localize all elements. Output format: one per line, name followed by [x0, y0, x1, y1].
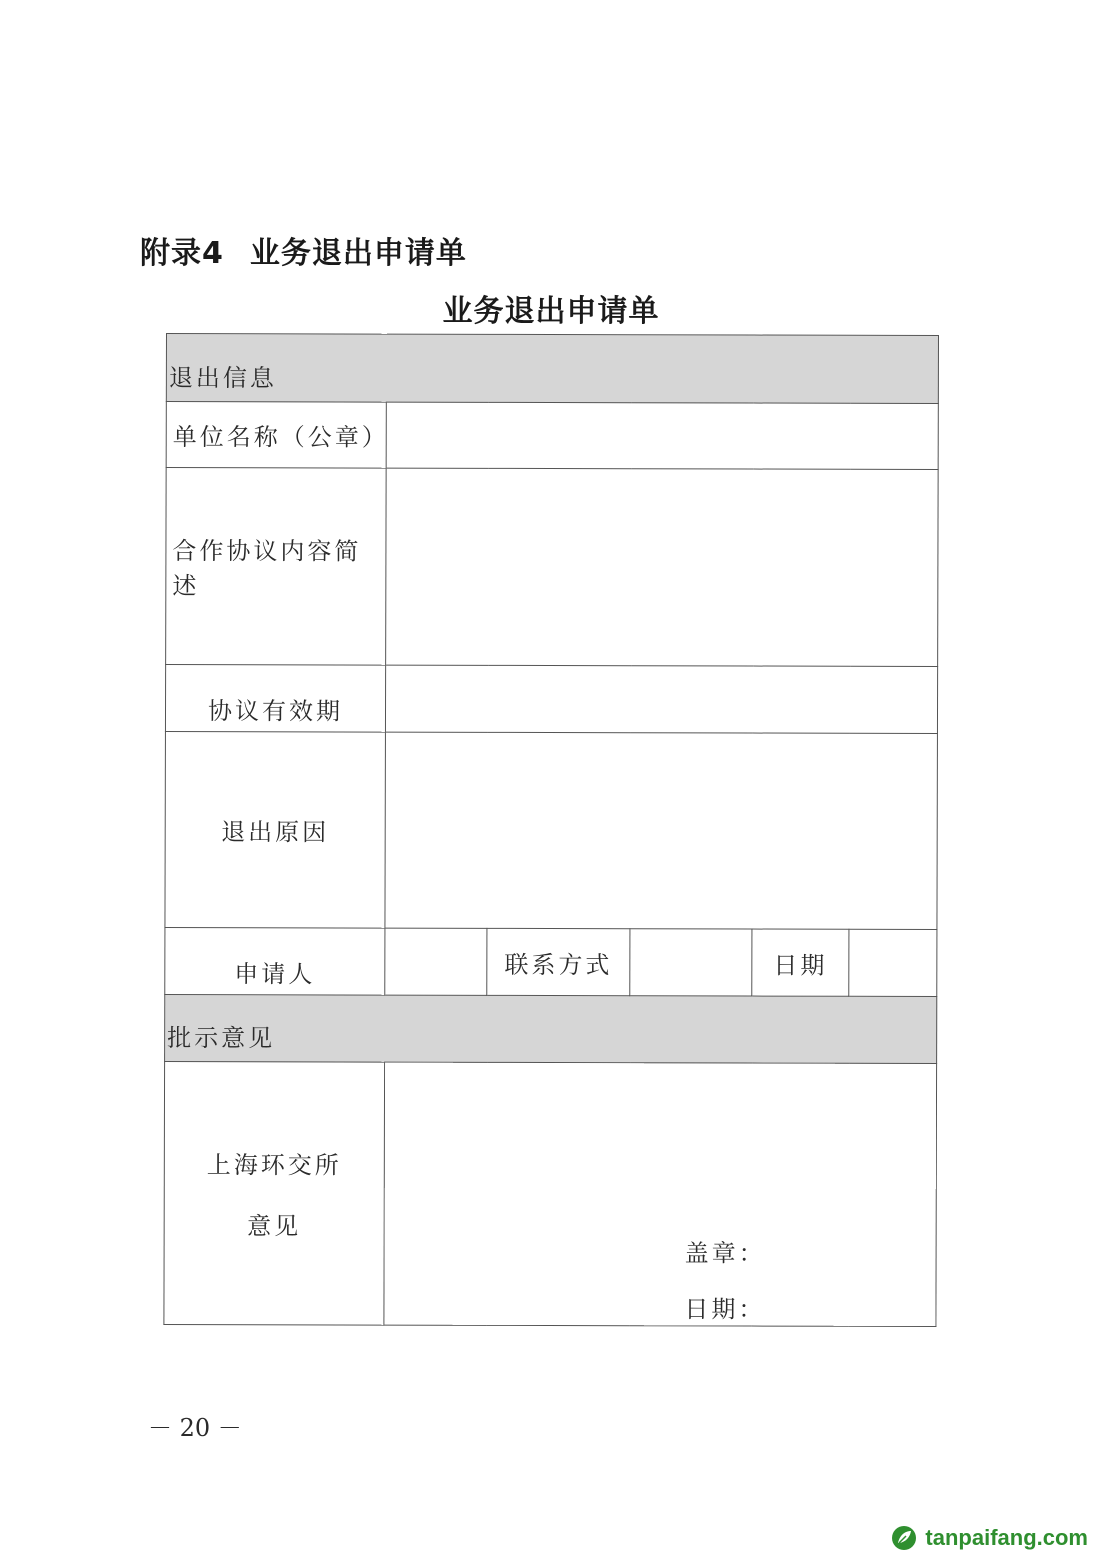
- section-exit-info: 退出信息: [166, 334, 938, 404]
- exchange-opinion-field[interactable]: [384, 1062, 937, 1326]
- row-applicant: [165, 927, 937, 996]
- exchange-opinion-label: [164, 1061, 385, 1325]
- appendix-label: 附录4: [140, 236, 224, 271]
- applicant-label: 申请人: [165, 927, 385, 995]
- exit-reason-field[interactable]: [385, 732, 938, 929]
- leaf-logo-icon: [891, 1525, 917, 1551]
- row-unit-name: [166, 402, 938, 470]
- exit-application-form: [163, 333, 939, 1327]
- watermark: [891, 1525, 1088, 1551]
- date-label: 日期: [752, 929, 849, 996]
- exit-reason-label: 退出原因: [165, 731, 386, 928]
- row-agreement-validity: [165, 665, 937, 734]
- appendix-title: 业务退出申请单: [249, 236, 467, 271]
- contact-field[interactable]: [630, 929, 752, 996]
- form-title: 业务退出申请单: [442, 294, 660, 329]
- page-number: － 20 －: [148, 1414, 242, 1442]
- section-approval: 批示意见: [165, 994, 937, 1063]
- applicant-field[interactable]: [385, 928, 487, 995]
- row-exchange-opinion: [164, 1061, 937, 1326]
- watermark-text: tanpaifang.com: [925, 1525, 1088, 1550]
- agreement-summary-label: 合作协议内容简述: [166, 468, 387, 666]
- exchange-label-line1: 上海环交所: [206, 1151, 342, 1180]
- section-row-exit-info: [166, 334, 938, 404]
- agreement-validity-label: 协议有效期: [165, 665, 385, 733]
- section-row-approval: [165, 994, 937, 1063]
- exchange-label-line2: 意见: [247, 1212, 302, 1241]
- agreement-validity-field[interactable]: [385, 665, 937, 733]
- contact-label: 联系方式: [487, 928, 630, 995]
- stamp-label: 盖章：: [684, 1239, 766, 1268]
- unit-name-label: 单位名称（公章）: [166, 402, 386, 469]
- date-field[interactable]: [849, 929, 937, 996]
- agreement-summary-field[interactable]: [386, 468, 939, 666]
- stamp-date-label: 日期：: [684, 1295, 766, 1324]
- unit-name-field[interactable]: [386, 402, 938, 469]
- row-exit-reason: [165, 731, 938, 929]
- appendix-heading: [140, 228, 467, 272]
- row-agreement-summary: [166, 468, 939, 667]
